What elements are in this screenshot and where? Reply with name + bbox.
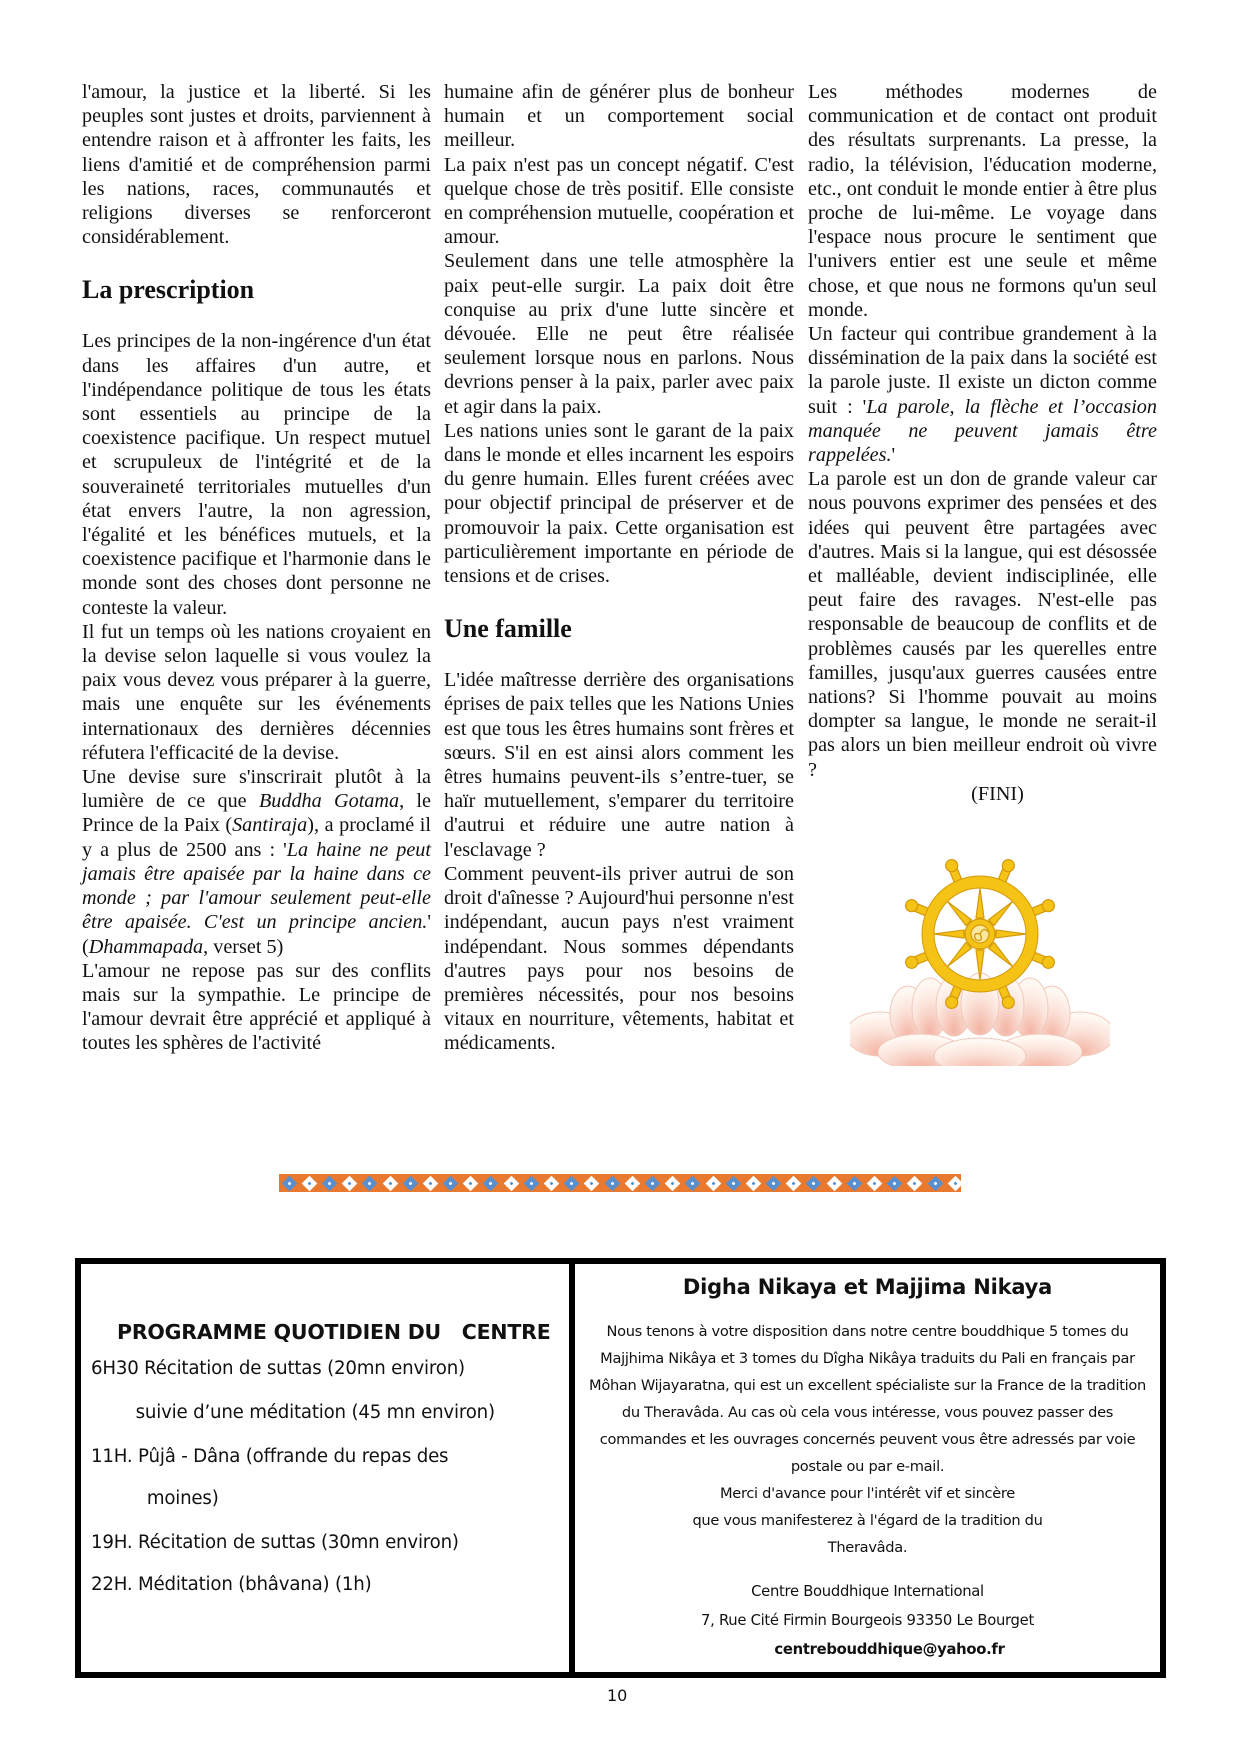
postal-address: 7, Rue Cité Firmin Bourgeois 93350 Le Bourget bbox=[701, 1612, 1034, 1629]
paragraph: La paix n'est pas un concept négatif. C'est quelque chose de très positif. Elle consiste en compréhension mutuelle, coopération et amour. bbox=[444, 153, 794, 249]
diamond-ornament-icon bbox=[564, 1175, 580, 1191]
diamond-ornament-icon bbox=[402, 1175, 418, 1191]
article-column-2 bbox=[444, 80, 794, 1056]
email-link[interactable]: centrebouddhique@yahoo.fr bbox=[774, 1641, 1005, 1658]
diamond-ornament-icon bbox=[806, 1175, 822, 1191]
thanks-line: Merci d'avance pour l'intérêt vif et sincère bbox=[719, 1485, 1015, 1502]
diamond-ornament-icon bbox=[685, 1175, 701, 1191]
diamond-ornament-icon bbox=[907, 1175, 923, 1191]
text: Une devise sure s'inscrirait plutôt à la lumière de ce que bbox=[82, 766, 431, 813]
paragraph: Les nations unies sont le garant de la paix dans le monde et elles incarnent les espoirs du genre humain. Elles furent créées avec pour objectif principal de préserver et de promouvoir la paix. Cette organisation est particulièrement importante en période de tensions et de crises. bbox=[444, 419, 794, 588]
paragraph: Comment peuvent-ils priver autrui de son droit d'aînesse ? Aujourd'hui personne n'est indépendant, aucun pays n'est vraiment indépendant. Nous sommes dépendants d'autres pays pour nos besoins de premières nécessités, pour nos besoins vitaux en nourriture, vêtements, habitat et médicaments. bbox=[444, 862, 794, 1055]
nikaya-panel bbox=[575, 1264, 1160, 1672]
diamond-ornament-icon bbox=[746, 1175, 762, 1191]
paragraph-dicton bbox=[808, 322, 1157, 467]
section-heading-famille: Une famille bbox=[444, 614, 572, 644]
diamond-ornament-icon bbox=[302, 1175, 318, 1191]
article-column-3 bbox=[808, 80, 1157, 806]
thanks-line: Theravâda. bbox=[827, 1539, 908, 1556]
diamond-ornament-icon bbox=[322, 1175, 338, 1191]
diamond-ornament-icon bbox=[766, 1175, 782, 1191]
quote: La haine ne peut jamais être apaisée par la haine dans ce monde ; par l'amour seulement peut-elle être apaisée. C'est un principe ancien. bbox=[82, 838, 431, 934]
diamond-ornament-icon bbox=[382, 1175, 398, 1191]
paragraph: Il fut un temps où les nations croyaient en la devise selon laquelle si vous voulez la paix vous devez vous préparer à la guerre, mais une enquête sur les événements internationaux des dernières décennies réfutera l'efficacité de la devise. bbox=[82, 620, 431, 764]
diamond-ornament-icon bbox=[544, 1175, 560, 1191]
thanks-line: que vous manifesterez à l'égard de la tradition du bbox=[692, 1512, 1043, 1529]
paragraph: L'amour ne repose pas sur des conflits mais sur la sympathie. Le principe de l'amour devrait être apprécié et appliqué à toutes les sphères de l'activité bbox=[82, 959, 431, 1055]
text: ' ( bbox=[82, 911, 431, 958]
paragraph: Seulement dans une telle atmosphère la paix peut-elle surgir. La paix doit être conquise au prix d'une lutte sincère et dévouée. Elle ne peut être réalisée seulement lorsque nous en parlons. Nous devrions penser à la paix, parler avec paix et agir dans la paix. bbox=[444, 250, 794, 418]
diamond-ornament-icon bbox=[584, 1175, 600, 1191]
text: ' bbox=[891, 444, 896, 467]
diamond-ornament-icon bbox=[665, 1175, 681, 1191]
programme-title: PROGRAMME QUOTIDIEN DU CENTRE bbox=[117, 1320, 551, 1344]
article-column-1 bbox=[82, 80, 431, 1056]
programme-line: moines) bbox=[91, 1488, 219, 1509]
diamond-ornament-icon bbox=[786, 1175, 802, 1191]
centre-name: Centre Bouddhique International bbox=[751, 1583, 984, 1600]
santiraja-term: Santiraja bbox=[232, 814, 308, 837]
diamond-ornament-icon bbox=[826, 1175, 842, 1191]
diamond-ornament-icon bbox=[423, 1175, 439, 1191]
paragraph-dhammapada-quote bbox=[82, 765, 431, 959]
diamond-ornament-icon bbox=[604, 1175, 620, 1191]
paragraph: Les méthodes modernes de communication et de contact ont produit des résultats surprenants. La presse, la radio, la télévision, l'éducation moderne, etc., ont conduit le monde entier à être plus proche de lui-même. Le voyage dans l'espace nous procure le sentiment que l'univers entier est une seule et même chose, et que nous ne formons qu'un seul monde. bbox=[808, 81, 1157, 321]
diamond-ornament-icon bbox=[847, 1175, 863, 1191]
programme-line: 19H. Récitation de suttas (30mn environ) bbox=[91, 1532, 459, 1553]
nikaya-body: Nous tenons à votre disposition dans notre centre bouddhique 5 tomes du Majjhima Nikâya et 3 tomes du Dîgha Nikâya traduits du Pali en français par Môhan Wijayaratna, qui est un excellent spécialiste sur la France de la tradition du Theravâda. Au cas où cela vous intéresse, vous pouvez passer des commandes et les ouvrages concernés peuvent vous être adressés par voie postale ou par e-mail. bbox=[589, 1323, 1146, 1475]
diamond-ornament-icon bbox=[342, 1175, 358, 1191]
diamond-ornament-icon bbox=[463, 1175, 479, 1191]
diamond-ornament-icon bbox=[705, 1175, 721, 1191]
page-number: 10 bbox=[607, 1686, 628, 1705]
diamond-ornament-icon bbox=[948, 1175, 961, 1191]
quote-source: Dhammapada bbox=[88, 935, 204, 958]
end-marker: (FINI) bbox=[971, 782, 1024, 805]
diamond-ornament-icon bbox=[524, 1175, 540, 1191]
quote: La parole, la flèche et l’occasion manquée ne peuvent jamais être rappelées. bbox=[808, 395, 1157, 467]
daily-programme-panel bbox=[81, 1264, 575, 1672]
diamond-ornament-icon bbox=[443, 1175, 459, 1191]
contact-block bbox=[575, 1577, 1160, 1664]
programme-line: 6H30 Récitation de suttas (20mn environ) bbox=[91, 1358, 465, 1379]
dharma-wheel-icon bbox=[850, 856, 1110, 1066]
text: , verset 5) bbox=[203, 935, 284, 958]
programme-line: 22H. Méditation (bhâvana) (1h) bbox=[91, 1574, 372, 1595]
diamond-ornament-icon bbox=[625, 1175, 641, 1191]
paragraph: La parole est un don de grande valeur car nous pouvons exprimer des pensées et des idées qui peuvent être partagées avec d'autres. Mais si la langue, qui est désossée et malléable, devient indisciplinée, elle peut faire des ravages. N'est-elle pas responsable de beaucoup de conflits et de problèmes causés par les querelles entre familles, jusqu'aux guerres causées entre nations? Si l'homme pouvait au moins dompter sa langue, le monde ne serait-il pas alors un bien meilleur endroit où vivre ? bbox=[808, 468, 1157, 781]
diamond-ornament-icon bbox=[281, 1175, 297, 1191]
paragraph: Les principes de la non-ingérence d'un état dans les affaires d'un autre, et l'indépendance politique de tous les états sont essentiels au principe de la coexistence pacifique. Un respect mutuel et scrupuleux de l'intégrité et de la souveraineté territoriales mutuelles d'un état envers l'autre, la non agression, l'égalité et les bénéfices mutuels, et la coexistence pacifique et l'harmonie dans le monde sont des choses dont personne ne conteste la valeur. bbox=[82, 330, 431, 619]
diamond-ornament-icon bbox=[362, 1175, 378, 1191]
programme-line: 11H. Pûjâ - Dâna (offrande du repas des bbox=[91, 1446, 449, 1467]
buddha-name: Buddha Gotama bbox=[258, 790, 400, 813]
decorative-divider bbox=[279, 1174, 961, 1192]
diamond-ornament-icon bbox=[645, 1175, 661, 1191]
nikaya-description bbox=[581, 1318, 1154, 1561]
diamond-ornament-icon bbox=[483, 1175, 499, 1191]
diamond-ornament-icon bbox=[867, 1175, 883, 1191]
text: , le Prince de la Paix ( bbox=[82, 790, 431, 837]
paragraph: humaine afin de générer plus de bonheur humain et un comportement social meilleur. bbox=[444, 81, 794, 152]
section-heading-prescription: La prescription bbox=[82, 275, 255, 305]
paragraph: L'idée maîtresse derrière des organisations éprises de paix telles que les Nations Unies est que tous les êtres humains sont frères et sœurs. S'il en est ainsi alors comment les êtres humains peuvent-ils s’entre-tuer, se haïr mutuellement, s'emparer du territoire d'autrui et réduire une autre nation à l'esclavage ? bbox=[444, 669, 794, 861]
diamond-ornament-icon bbox=[503, 1175, 519, 1191]
text: Un facteur qui contribue grandement à la dissémination de la paix dans la société est la parole juste. Il existe un dicton comme suit : ' bbox=[808, 323, 1157, 418]
nikaya-title: Digha Nikaya et Majjima Nikaya bbox=[682, 1275, 1053, 1299]
text: ), a proclamé il y a plus de 2500 ans : ' bbox=[82, 814, 431, 861]
dharma-wheel-on-lotus-icon bbox=[850, 856, 1110, 1066]
paragraph: l'amour, la justice et la liberté. Si les peuples sont justes et droits, parviennent à entendre raison et à affronter les faits, les liens d'amitié et de compréhension parmi les nations, races, communautés et religions diverses se renforceront considérablement. bbox=[82, 81, 431, 249]
diamond-ornament-icon bbox=[725, 1175, 741, 1191]
info-box bbox=[75, 1258, 1166, 1678]
diamond-ornament-icon bbox=[927, 1175, 943, 1191]
programme-line: suivie d’une méditation (45 mn environ) bbox=[91, 1402, 495, 1423]
diamond-ornament-icon bbox=[887, 1175, 903, 1191]
